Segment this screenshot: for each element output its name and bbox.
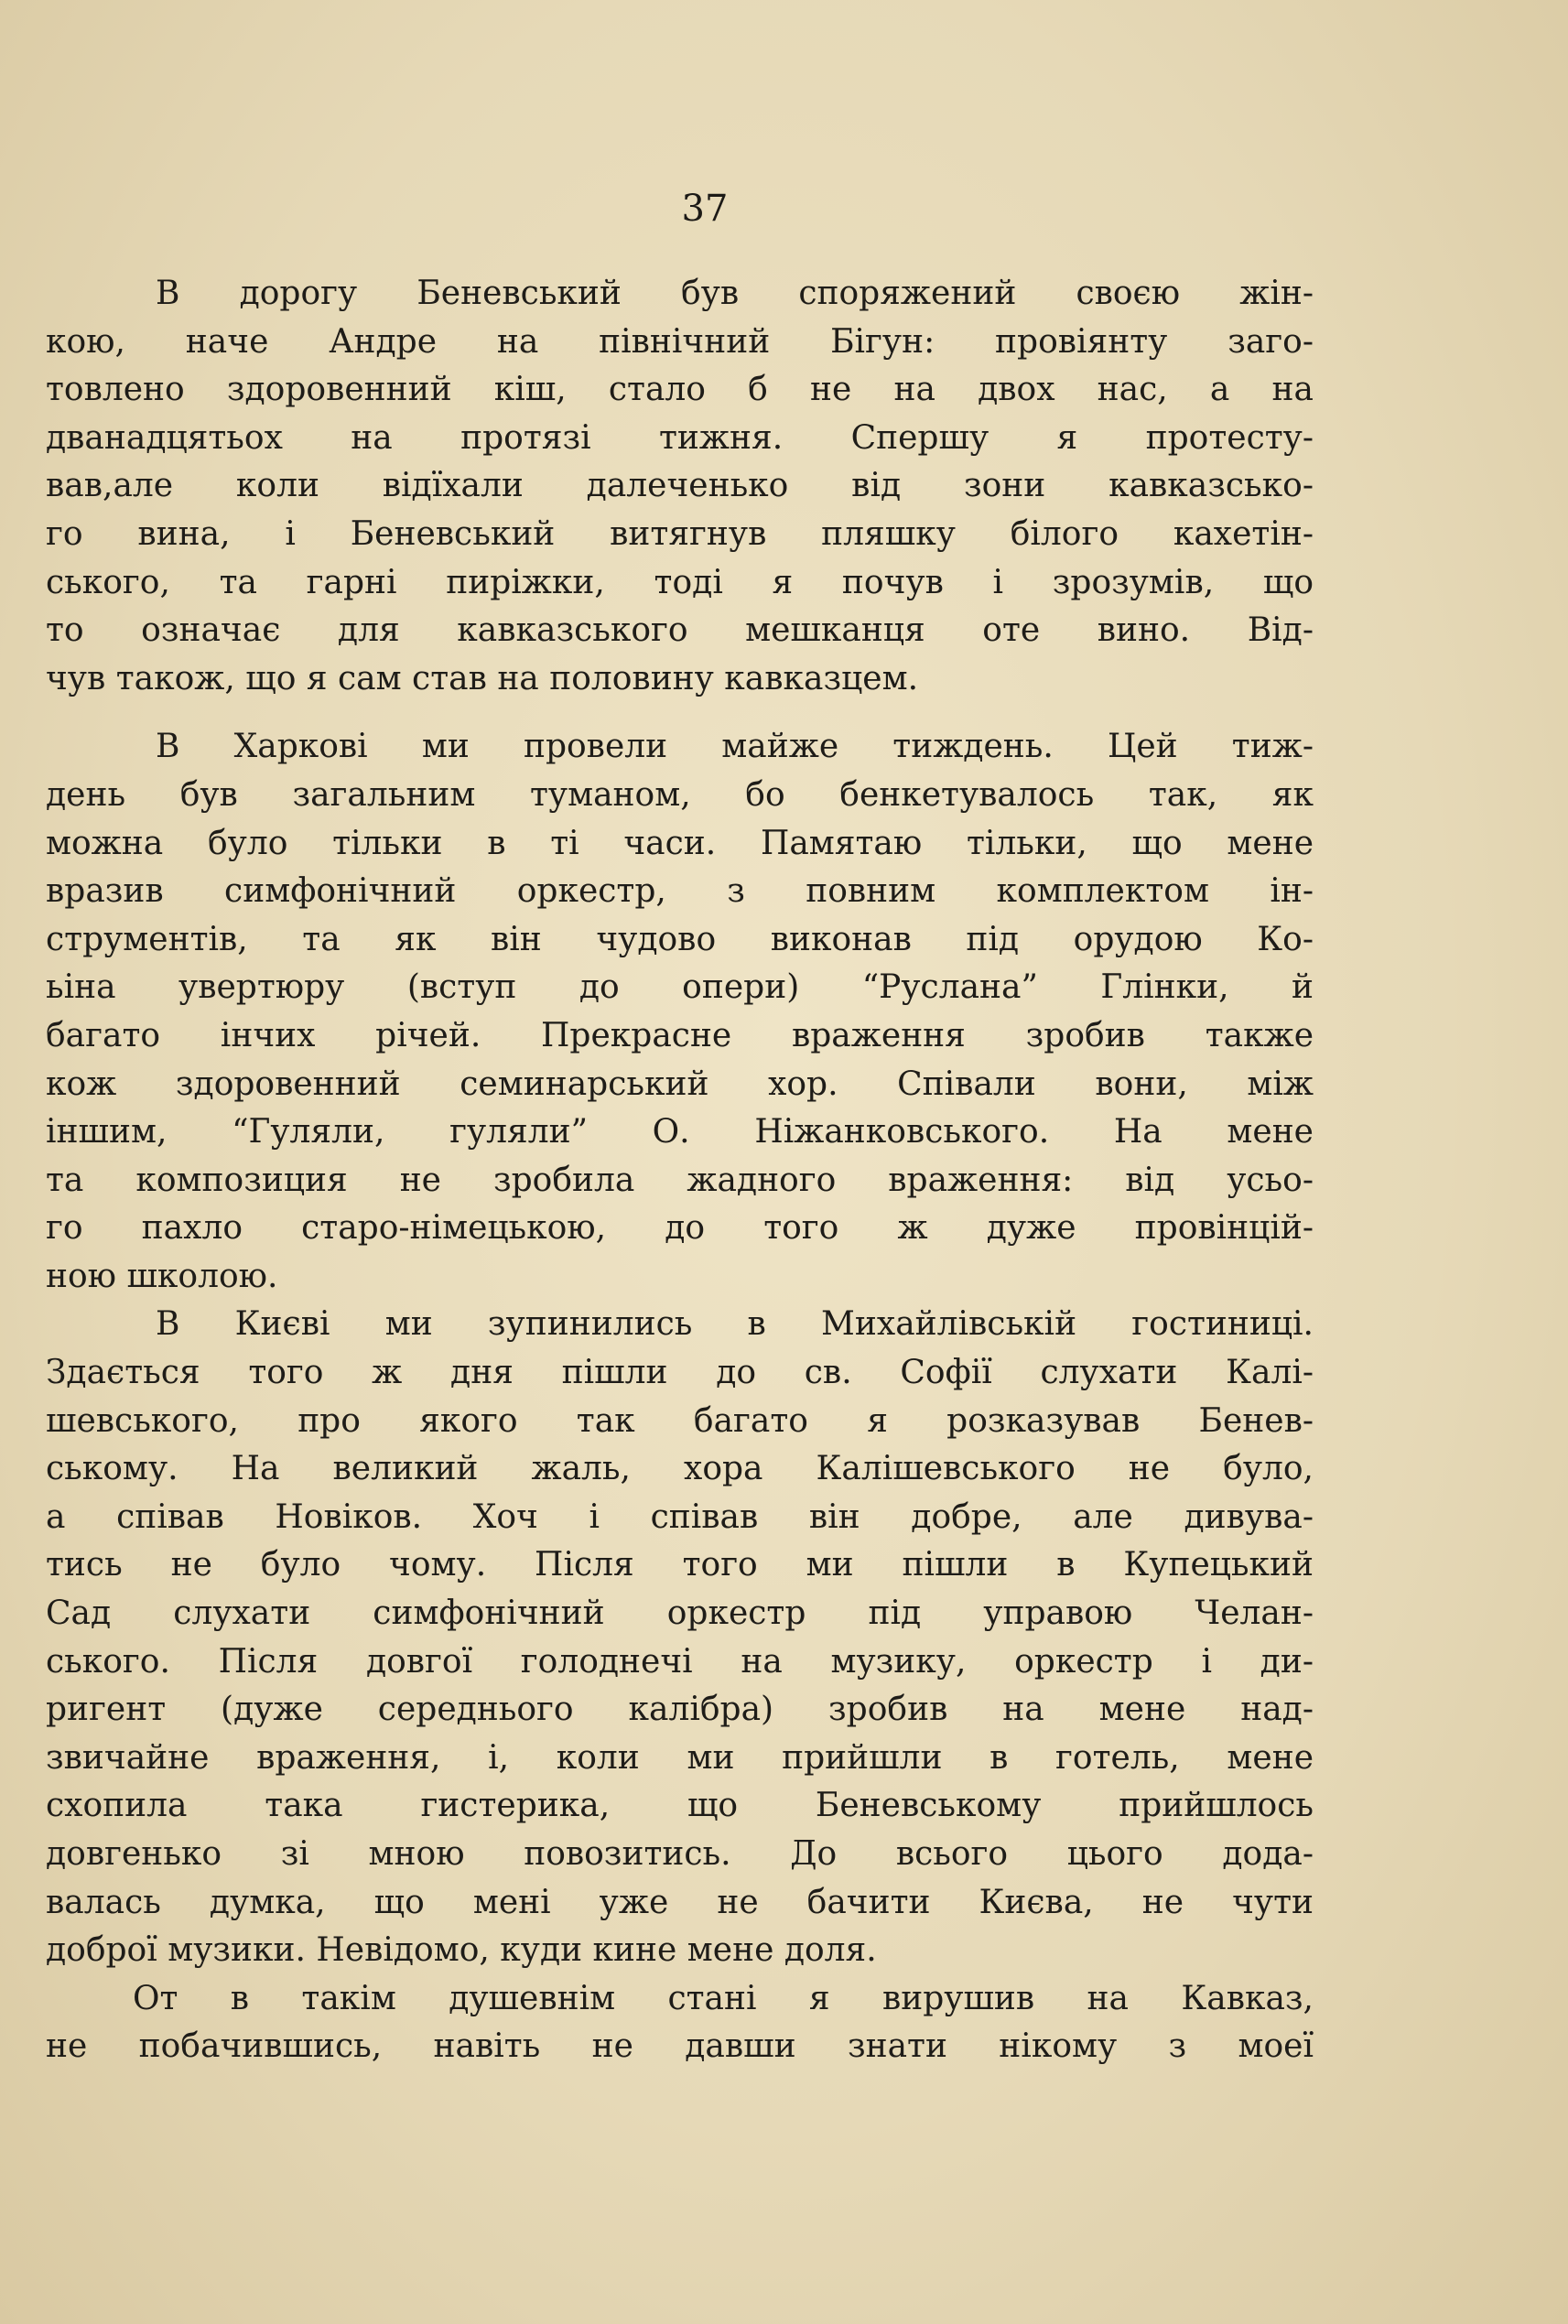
text-line: дванадцятьох на протязі тижня. Спершу я протесту- <box>46 418 1314 457</box>
text-line: ьіна увертюру (вступ до опери) “Руслана” Глінки, й <box>46 968 1314 1007</box>
text-line: звичайне враження, і, коли ми прийшли в готель, мене <box>46 1738 1314 1777</box>
text-line: В Києві ми зупинились в Михайлівській гостиниці. <box>156 1305 1314 1344</box>
text-line: ною школою. <box>46 1257 278 1295</box>
text-line: струментів, та як він чудово виконав під орудою Ко- <box>46 920 1314 958</box>
text-line: ського, та гарні пиріжки, тоді я почув і зрозумів, що <box>46 563 1314 601</box>
text-line: довгенько зі мною повозитись. До всього цього дода- <box>46 1835 1314 1873</box>
text-line: чув також, що я сам став на половину кавказцем. <box>46 659 919 697</box>
paragraph-gap <box>46 703 1314 723</box>
text-line: В Харкові ми провели майже тиждень. Цей тиж- <box>156 728 1314 766</box>
text-line: а співав Новіков. Хоч і співав він добре, але дивува- <box>46 1497 1314 1536</box>
text-line: кож здоровенний семинарський хор. Співали вони, між <box>46 1065 1314 1103</box>
text-line: доброї музики. Невідомо, куди кине мене доля. <box>46 1931 877 1970</box>
text-line: не побачившись, навіть не давши знати нікому з моеї <box>46 2027 1314 2066</box>
text-line: іншим, “Гуляли, гуляли” О. Ніжанковського. На мене <box>46 1113 1314 1151</box>
text-line: валась думка, що мені уже не бачити Києва, не чути <box>46 1883 1314 1921</box>
text-line: можна було тільки в ті часи. Памятаю тільки, що мене <box>46 824 1314 862</box>
text-line: то означає для кавказського мешканця оте вино. Від- <box>46 611 1314 650</box>
text-line: Сад слухати симфонічний оркестр під управою Челан- <box>46 1594 1314 1633</box>
text-line: го пахло старо-німецькою, до того ж дуже провінцій- <box>46 1209 1314 1248</box>
text-line: вав,але коли відїхали далеченько від зони кавказсько- <box>46 467 1314 505</box>
text-line: ського. Після довгої голоднечі на музику, оркестр і ди- <box>46 1642 1314 1681</box>
text-line: схопила така гистерика, що Беневському прийшлось <box>46 1787 1314 1825</box>
text-line: В дорогу Беневський був споряжений своєю жін- <box>156 275 1314 312</box>
text-line: ському. На великий жаль, хора Калішевського не було, <box>46 1450 1314 1488</box>
text-line: кою, наче Андре на північний Бігун: провіянту заго- <box>46 322 1314 361</box>
text-line: тись не було чому. Після того ми пішли в Купецький <box>46 1546 1314 1584</box>
text-line: день був загальним туманом, бо бенкетувалось так, як <box>46 775 1314 814</box>
body-text <box>46 270 1314 2071</box>
text-line: вразив симфонічний оркестр, з повним комплектом ін- <box>46 872 1314 911</box>
text-line: ригент (дуже середнього калібра) зробив на мене над- <box>46 1691 1314 1729</box>
text-line: го вина, і Беневський витягнув пляшку білого кахетін- <box>46 514 1314 553</box>
page-number: 37 <box>681 188 729 230</box>
text-line: Здається того ж дня пішли до св. Софії слухати Калі- <box>46 1354 1314 1392</box>
text-line: та композиция не зробила жадного враження: від усьо- <box>46 1161 1314 1199</box>
text-line: шевського, про якого так багато я розказував Бенев- <box>46 1401 1314 1440</box>
text-line: багато інчих річей. Прекрасне враження зробив также <box>46 1016 1314 1054</box>
text-line: товлено здоровенний кіш, стало б не на двох нас, а на <box>46 371 1314 409</box>
text-line: От в такім душевнім стані я вирушив на Кавказ, <box>133 1979 1314 2017</box>
